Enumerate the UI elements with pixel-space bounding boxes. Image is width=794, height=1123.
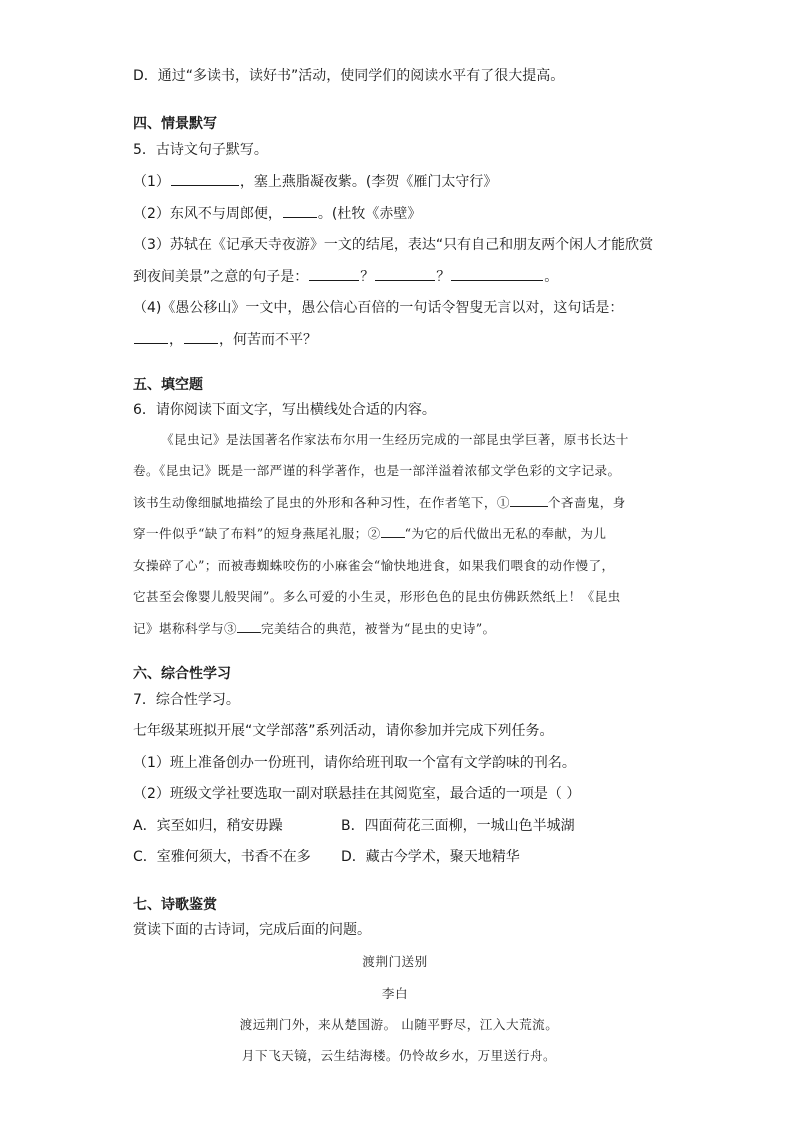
passage-line: 它甚至会像婴儿般哭闹”。多么可爱的小生灵，形形色色的昆虫仿佛跃然纸上！《昆虫 [133, 589, 621, 604]
poem-line-2: 月下飞天镜，云生结海楼。仍怜故乡水，万里送行舟。 [241, 1048, 557, 1063]
passage-text: “为它的后代做出无私的奉献，为儿 [404, 526, 607, 541]
activity-intro: 七年级某班拟开展“文学部落”系列活动，请你参加并完成下列任务。 [133, 723, 554, 739]
section-4-heading: 四、情景默写 [133, 116, 217, 132]
period: 。 [544, 269, 559, 285]
passage-line [133, 493, 626, 513]
item-1-text: ，塞上燕脂凝夜紫。(李贺《雁门太守行》 [239, 174, 498, 190]
option-a[interactable]: A．宾至如归，稍安毋躁 [133, 818, 283, 834]
answer-blank[interactable] [184, 329, 218, 344]
passage-line: 女操碎了心”；而被毒蜘蛛咬伤的小麻雀会“愉快地进食，如果我们喂食的动作慢了， [133, 558, 615, 573]
passage-line [133, 524, 606, 544]
answer-blank-2[interactable] [381, 525, 405, 538]
answer-blank[interactable] [171, 171, 239, 186]
question-5-item-4-line-1: （4)《愚公移山》一文中，愚公信心百倍的一句话令智叟无言以对，这句话是： [133, 300, 624, 316]
task-1: （1）班上准备创办一份班刊，请你给班刊取一个富有文学韵味的刊名。 [133, 755, 576, 771]
question-5-item-2 [133, 203, 421, 224]
question-5-item-1 [133, 171, 497, 192]
question-6-stem: 6．请你阅读下面文字，写出横线处合适的内容。 [133, 402, 436, 418]
answer-blank[interactable] [134, 329, 168, 344]
item-2-text: （2）东风不与周郎便， [133, 206, 282, 222]
item-2-source: 。(杜牧《赤壁》 [317, 206, 422, 222]
passage-text: 该书生动像细腻地描绘了昆虫的外形和各种习性，在作者笔下，① [133, 495, 510, 510]
question-mark: ？ [436, 269, 451, 285]
item-1-number: （1） [133, 174, 170, 190]
reading-passage [133, 430, 661, 640]
item-3-text: 到夜间美景”之意的句子是： [133, 269, 309, 285]
answer-blank[interactable] [283, 203, 317, 218]
passage-text: 记》堪称科学与③ [133, 621, 237, 636]
passage-text: 个吝啬鬼，身 [547, 495, 626, 510]
question-5-item-4-line-2 [133, 329, 317, 350]
question-7-stem: 7．综合性学习。 [133, 692, 240, 708]
section-6-heading: 六、综合性学习 [133, 666, 231, 682]
answer-blank[interactable] [451, 266, 543, 281]
option-c[interactable]: C．室雅何须大，书香不在多 [133, 849, 311, 865]
poem-line-1: 渡远荆门外，来从楚国游。 山随平野尽，江入大荒流。 [239, 1017, 559, 1032]
poem-title: 渡荆门送别 [362, 954, 428, 969]
passage-line: 卷。《昆虫记》既是一部严谨的科学著作，也是一部洋溢着浓郁文学色彩的文字记录。 [133, 463, 621, 478]
section-5-heading: 五、填空题 [133, 377, 203, 393]
option-b[interactable]: B．四面荷花三面柳，一城山色半城湖 [341, 818, 575, 834]
answer-blank-1[interactable] [510, 494, 548, 507]
poem-intro: 赏读下面的古诗词，完成后面的问题。 [133, 922, 371, 938]
answer-blank-3[interactable] [237, 620, 261, 633]
task-2: （2）班级文学社要选取一副对联悬挂在其阅览室，最合适的一项是（ ） [133, 786, 581, 802]
poem-author: 李白 [381, 986, 409, 1001]
passage-line: 《昆虫记》是法国著名作家法布尔用一生经历完成的一部昆虫学巨著，原书长达十 [161, 432, 629, 447]
comma: ， [169, 332, 183, 348]
item-4-text: ，何苦而不平？ [219, 332, 317, 348]
answer-blank[interactable] [375, 266, 435, 281]
passage-text: 完美结合的典范，被誉为“昆虫的史诗”。 [260, 621, 496, 636]
section-7-heading: 七、诗歌鉴赏 [133, 897, 217, 913]
question-mark: ？ [360, 269, 375, 285]
passage-text: 穿一件似乎“缺了布料”的短身燕尾礼服；② [133, 526, 381, 541]
passage-line [133, 619, 496, 639]
question-5-item-3-line-2 [133, 266, 558, 287]
question-5-stem: 5．古诗文句子默写。 [133, 142, 268, 158]
question-4-option-d: D．通过“多读书，读好书”活动，使同学们的阅读水平有了很大提高。 [133, 68, 565, 84]
option-d[interactable]: D．藏古今学术，聚天地精华 [341, 849, 520, 865]
answer-blank[interactable] [309, 266, 359, 281]
question-5-item-3-line-1: （3）苏轼在《记承天寺夜游》一文的结尾，表达“只有自己和朋友两个闲人才能欣赏 [133, 237, 654, 253]
